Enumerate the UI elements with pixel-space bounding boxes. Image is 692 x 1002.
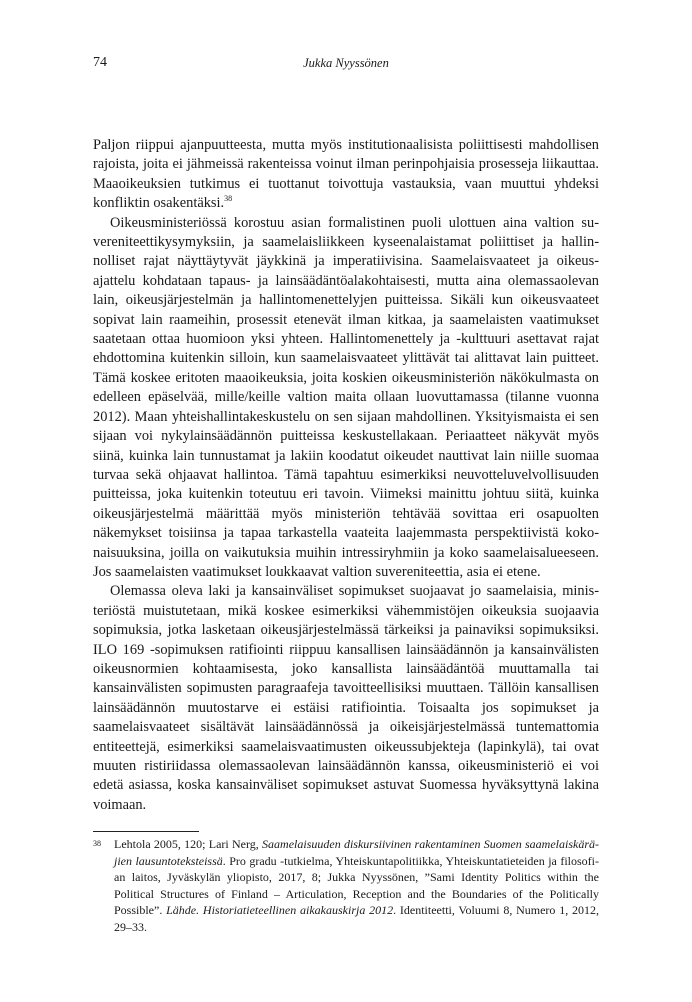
footnote-divider <box>93 831 199 832</box>
paragraph-1-text: Paljon riippui ajanpuutteesta, mutta myös institutionaalisista poliittisesti mahdollisen rajoista, joita ei jähmeissä rakenteissa voinut ilman perinpohjaisia prosesseja liikauttaa. Maaoikeuksien tutkimus ei tuottanut toivottuja vastauksia, vaan muuttui yhdeksi konfliktin osakentäksi. <box>93 137 599 212</box>
footnote-part-3: . Identiteetti, Voluumi 8, Numero 1, 2012, 29–33. <box>114 903 599 934</box>
running-head: Jukka Nyyssönen <box>303 56 389 70</box>
page-number: 74 <box>93 55 107 70</box>
footnote-number: 38 <box>93 839 101 848</box>
footnote-title-2: Lähde. Historiatieteellinen aikakauskirja 2012 <box>166 903 394 918</box>
footnote-part-1: Lehtola 2005, 120; Lari Nerg, <box>114 837 263 851</box>
footnote-part-2: . Pro gradu -tutkielma, Yhteiskuntapolitiikka, Yhteiskuntatieteiden ja filosofian laitos, Jyväskylän yliopisto, 2017, 8; Jukka Nyyssönen, ”Sami Identity Politics within the Political Structures of Finland – Articulation, Reception and the Boundaries of the Politically Possible”. <box>114 853 599 918</box>
paragraph-2: Oikeusministeriössä korostuu asian formalistinen puoli ulottuen aina valtion suvereniteettikysymyksiin, ja saamelaisliikkeen kyseenalaistamat poliittiset ja hallinnolliset rajat näyttäytyvät jäykkinä ja imperatiivisina. Saamelaisvaateet ja oikeusajattelu kohdataan tapaus- ja lainsäädäntöalakohtaisesti, mutta aina olemassaolevan lain, oikeusjärjestelmän ja hallintomenettelyjen puitteissa. Sikäli kun oikeusvaateet sopivat lain raameihin, prosessit etenevät ilman kitkaa, ja saamelaisten vaatimukset saatetaan ottaa huomioon yksi yhteen. Hallintomenettely ja -kulttuuri asettavat rajat ehdottomina kuitenkin silloin, kun saamelaisvaateet ylittävät tai alittavat lain puitteet. Tämä koskee eritoten maaoikeuksia, joita koskien oikeusministeriön näkökulmasta on edelleen epäselvää, mille/keille valtion maita ollaan luovuttamassa (tilanne vuonna 2012). Maan yhteishallintakeskustelu on sen sijaan mahdollinen. Yksityismaista ei sen sijaan voi nykylainsäädännön puitteissa keskustellakaan. Periaatteet näkyvät myös siinä, kuinka lain tunnustamat ja lakiin koodatut oikeudet nauttivat lain niille suomaa turvaa sekä ohjaavat hallintoa. Tämä tapahtuu esimerkiksi neuvotteluvelvollisuuden puitteissa, joka kuitenkin toteutuu eri tavoin. Viimeksi mainittu johtuu siitä, kuinka oikeusjärjestelmä määrittää myös ministeriön tehtävää sovittaa eri osapuolten näkemykset toisiinsa ja tapaa tarkastella vaateita laajemmasta perspektiivistä kokonaisuuksina, joilla on vaikutuksia muihin intressiryhmiin ja koko saamelaisalueeseen. Jos saamelaisten vaatimukset loukkaavat valtion suvereniteettia, asia ei etene. <box>93 214 599 580</box>
footnote-title-1: Saamelaisuuden diskursiivinen rakentaminen Suomen saamelaiskäräjien lausuntoteksteissä <box>114 837 600 868</box>
footnote-38 <box>93 836 599 936</box>
footnote-ref-38: 38 <box>224 194 233 204</box>
paragraph-1 <box>93 136 599 214</box>
footnote-text <box>114 836 599 936</box>
paragraph-3: Olemassa oleva laki ja kansainväliset sopimukset suojaavat jo saamelaisia, ministeriöstä muistutetaan, mikä koskee esimerkiksi vähemmistöjen oikeuksia suojaavia sopimuksia, jotka lasketaan oikeusjärjestelmässä tärkeiksi ja painaviksi sopimuksiksi. ILO 169 -sopimuksen ratifiointi riippuu kansallisen lainsäädännön ja kansainvälisten oikeusnormien kohtaamisesta, joko kansallista lainsäädäntöä muuttamalla tai kansainvälisten sopimusten paragraafeja tavoitteellisiksi muuttaen. Tällöin kansallisen lainsäädännön muutostarve ei estäisi ratifiointia. Toisaalta jos sopimukset ja saamelaisvaateet sisältävät lainsäädännössä ja oikeisjärjestelmässä tuntemattomia entiteettejä, esimerkiksi saamelaisvaatimusten oikeussubjekteja (lapinkylä), tai ovat muuten ristiriidassa olemassaolevan lainsäädännön kanssa, oikeusministeriö ei voi edetä asiassa, koska kansainväliset sopimukset astuvat Suomessa hyväksyttynä lakina voimaan. <box>93 583 599 813</box>
body-text <box>93 136 599 815</box>
